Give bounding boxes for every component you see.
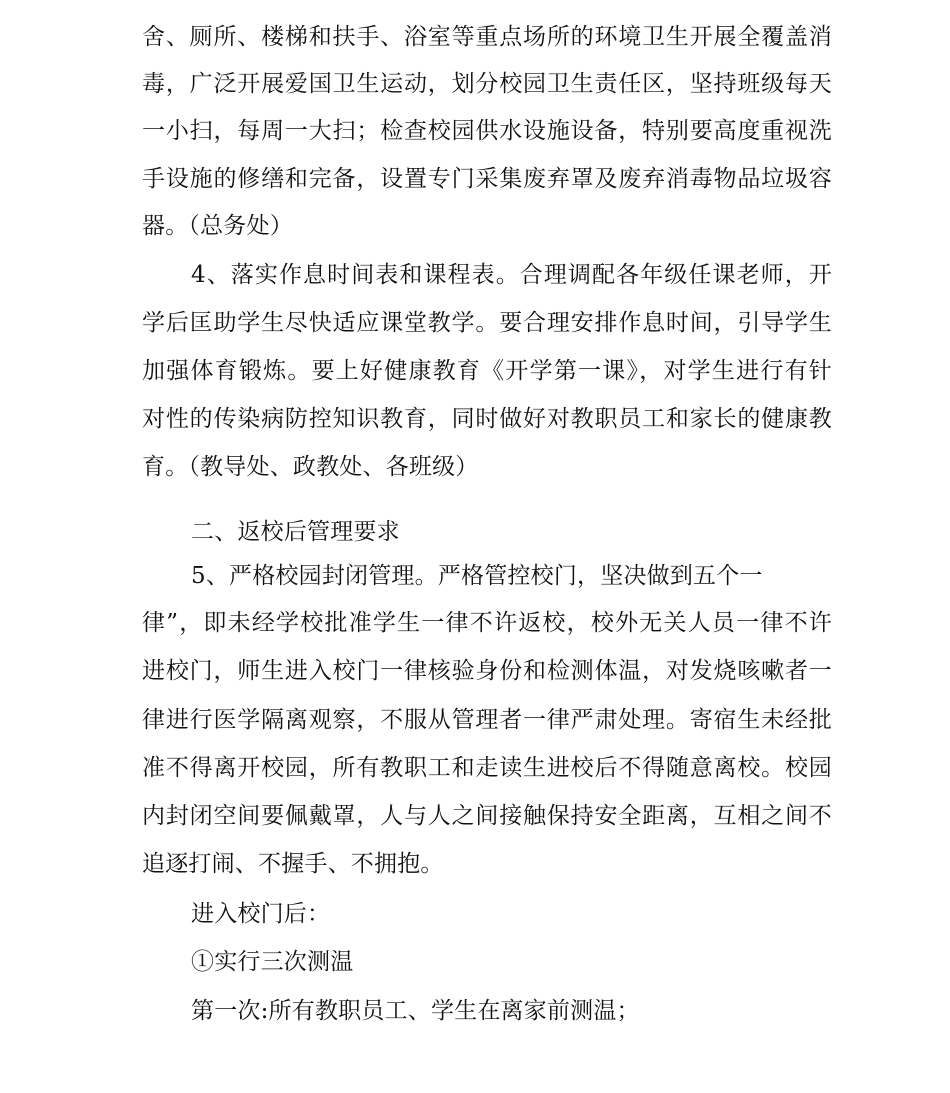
paragraph-4-line-4: 对性的传染病防控知识教育，同时做好对教职员工和家长的健康教 (142, 406, 832, 432)
paragraph-5-line-5: 准不得离开校园，所有教职工和走读生进校后不得随意离校。校园 (142, 755, 832, 781)
paragraph-3-line-1: 舍、厕所、楼梯和扶手、浴室等重点场所的环境卫生开展全覆盖消 (142, 24, 832, 50)
paragraph-4-line-3: 加强体育锻炼。要上好健康教育《开学第一课》，对学生进行有针 (142, 358, 832, 384)
paragraph-3-line-5: 器。（总务处） (142, 213, 293, 239)
section-heading: 二、返校后管理要求 (191, 519, 400, 545)
paragraph-5-line-4: 律进行医学隔离观察，不服从管理者一律严肃处理。寄宿生未经批 (142, 707, 832, 733)
first-check-line: 第一次:所有教职员工、学生在离家前测温； (191, 998, 640, 1024)
paragraph-4-line-1: 4、落实作息时间表和课程表。合理调配各年级任课老师，开 (191, 262, 832, 288)
paragraph-5-line-3: 进校门，师生进入校门一律核验身份和检测体温，对发烧咳嗽者一 (142, 658, 832, 684)
paragraph-4-line-2: 学后匡助学生尽快适应课堂教学。要合理安排作息时间，引导学生 (142, 310, 832, 336)
paragraph-5-line-6: 内封闭空间要佩戴罩，人与人之间接触保持安全距离，互相之间不 (142, 803, 832, 829)
paragraph-5-line-1: 5、严格校园封闭管理。严格管控校门，坚决做到五个一 (191, 563, 763, 589)
temperature-check-item: ①实行三次测温 (191, 949, 354, 975)
paragraph-4-line-5: 育。（教导处、政教处、各班级） (142, 454, 479, 480)
paragraph-3-line-2: 毒，广泛开展爱国卫生运动，划分校园卫生责任区，坚持班级每天 (142, 71, 832, 97)
paragraph-5-line-7: 追逐打闹、不握手、不拥抱。 (142, 851, 444, 877)
after-entering-gate-label: 进入校门后： (191, 901, 331, 927)
paragraph-3-line-3: 一小扫，每周一大扫；检查校园供水设施设备，特别要高度重视洗 (142, 118, 832, 144)
paragraph-3-line-4: 手设施的修缮和完备，设置专门采集废弃罩及废弃消毒物品垃圾容 (142, 166, 832, 192)
paragraph-5-line-2: 律”，即未经学校批准学生一律不许返校，校外无关人员一律不许 (142, 610, 832, 636)
